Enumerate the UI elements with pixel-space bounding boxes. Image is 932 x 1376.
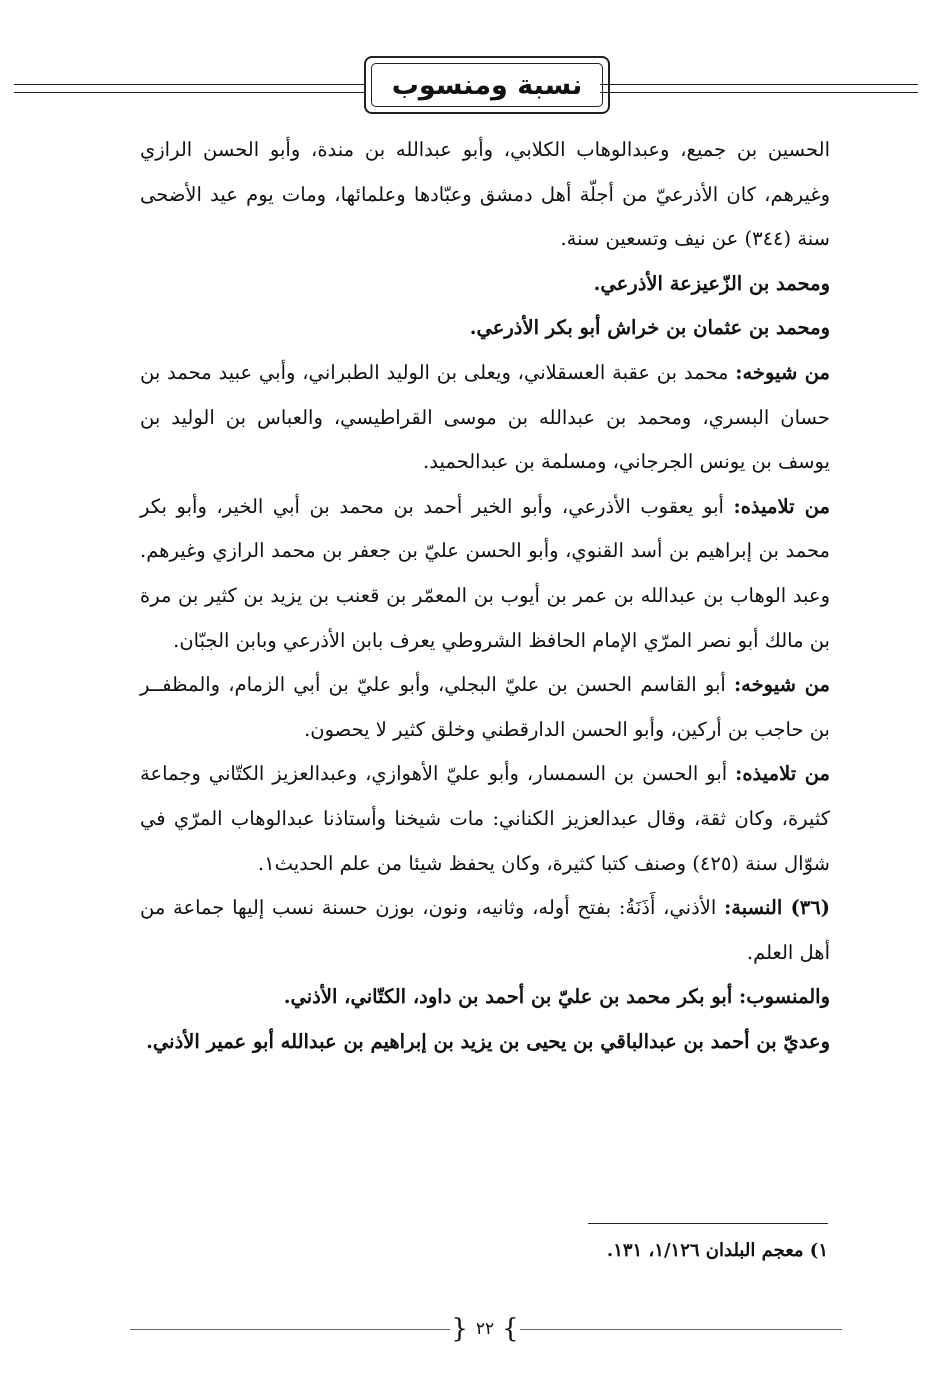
header-rule-left <box>14 84 366 93</box>
paragraph-label: (٣٦) النسبة: <box>724 896 830 920</box>
page-title: نسبة ومنسوب <box>371 63 603 107</box>
page-number-box <box>448 1314 522 1344</box>
paragraph-label: من تلاميذه: <box>735 762 831 786</box>
page-header <box>14 56 918 122</box>
paragraph-text: محمد بن عقبة العسقلاني، ويعلى بن الوليد الطبراني، وأبي عبيد محمد بن حسان البسري، ومحمد بن عبدالله بن موسى القراطيسي، والعباس بن الوليد بن يوسف بن يونس الجرجاني، ومسلمة بن عبدالحميد. <box>140 360 830 474</box>
title-frame <box>364 56 610 114</box>
footer-rule-left <box>130 1329 450 1330</box>
paragraph-text: الأذني، أَذَنَةُ: بفتح أوله، وثانيه، ونون، بوزن حسنة نسب إليها جماعة من أهل العلم. <box>140 896 830 964</box>
paragraph-continuation: الحسين بن جميع، وعبدالوهاب الكلابي، وأبو عبدالله بن مندة، وأبو الحسن الرازي وغيرهم، كان الأذرعيّ من أجلّة أهل دمشق وعبّادها وعلمائها، ومات يوم عيد الأضحى سنة (٣٤٤) عن نيف وتسعين سنة. <box>140 138 830 251</box>
entry-name: والمنسوب: أبو بكر محمد بن عليّ بن أحمد بن داود، الكتّاني، الأذني. <box>283 985 830 1009</box>
page-number: ٢٢ <box>475 1319 495 1339</box>
paragraph-teachers <box>140 663 830 752</box>
paragraph-teachers <box>140 351 830 485</box>
brace-left-icon: { <box>451 1314 468 1344</box>
paragraph-students <box>140 485 830 663</box>
paragraph-students <box>140 752 830 886</box>
paragraph-nisba <box>140 886 830 975</box>
brace-right-icon: } <box>502 1314 519 1344</box>
paragraph-label: من تلاميذه: <box>733 494 831 518</box>
paragraph-label: من شيوخه: <box>735 360 830 384</box>
paragraph-label: من شيوخه: <box>733 673 830 697</box>
footnote-divider <box>588 1223 828 1224</box>
paragraph-text: أبو القاسم الحسن بن عليّ البجلي، وأبو عليّ بن أبي الزمام، والمظفــر بن حاجب بن أركين، وأبو الحسن الدارقطني وخلق كثير لا يحصون. <box>140 673 830 741</box>
entry-name: ومحمد بن الزّعيزعة الأذرعي. <box>593 271 830 295</box>
entry-name: ومحمد بن عثمان بن خراش أبو بكر الأذرعي. <box>469 316 830 340</box>
footnote: ١) معجم البلدان ١/١٢٦، ١٣١. <box>606 1240 828 1261</box>
entry-name: وعديّ بن أحمد بن عبدالباقي بن يحيى بن يزيد بن إبراهيم بن عبدالله أبو عمير الأذني. <box>146 1029 830 1053</box>
header-rule-right <box>600 84 918 93</box>
page-footer <box>130 1314 842 1344</box>
paragraph-text: أبو يعقوب الأذرعي، وأبو الخير أحمد بن محمد بن أبي الخير، وأبو بكر محمد بن إبراهيم بن أسد القنوي، وأبو الحسن عليّ بن جعفر بن محمد الرازي وغيرهم. وعبد الوهاب بن عبدالله بن عمر بن أيوب بن المعمّر بن قعنب بن يزيد بن كثير بن مرة بن مالك أبو نصر المرّي الإمام الحافظ الشروطي يعرف بابن الأذرعي وبابن الجبّان. <box>140 494 830 652</box>
footer-rule-right <box>520 1329 842 1330</box>
page-body <box>140 128 830 1064</box>
paragraph-text: أبو الحسن بن السمسار، وأبو عليّ الأهوازي، وعبدالعزيز الكتّاني وجماعة كثيرة، وكان ثقة، وقال عبدالعزيز الكناني: مات شيخنا وأستاذنا عبدالوهاب المرّي في شوّال سنة (٤٢٥) وصنف كتبا كثيرة، وكان يحفظ شيئا من علم الحديث١. <box>140 762 830 875</box>
